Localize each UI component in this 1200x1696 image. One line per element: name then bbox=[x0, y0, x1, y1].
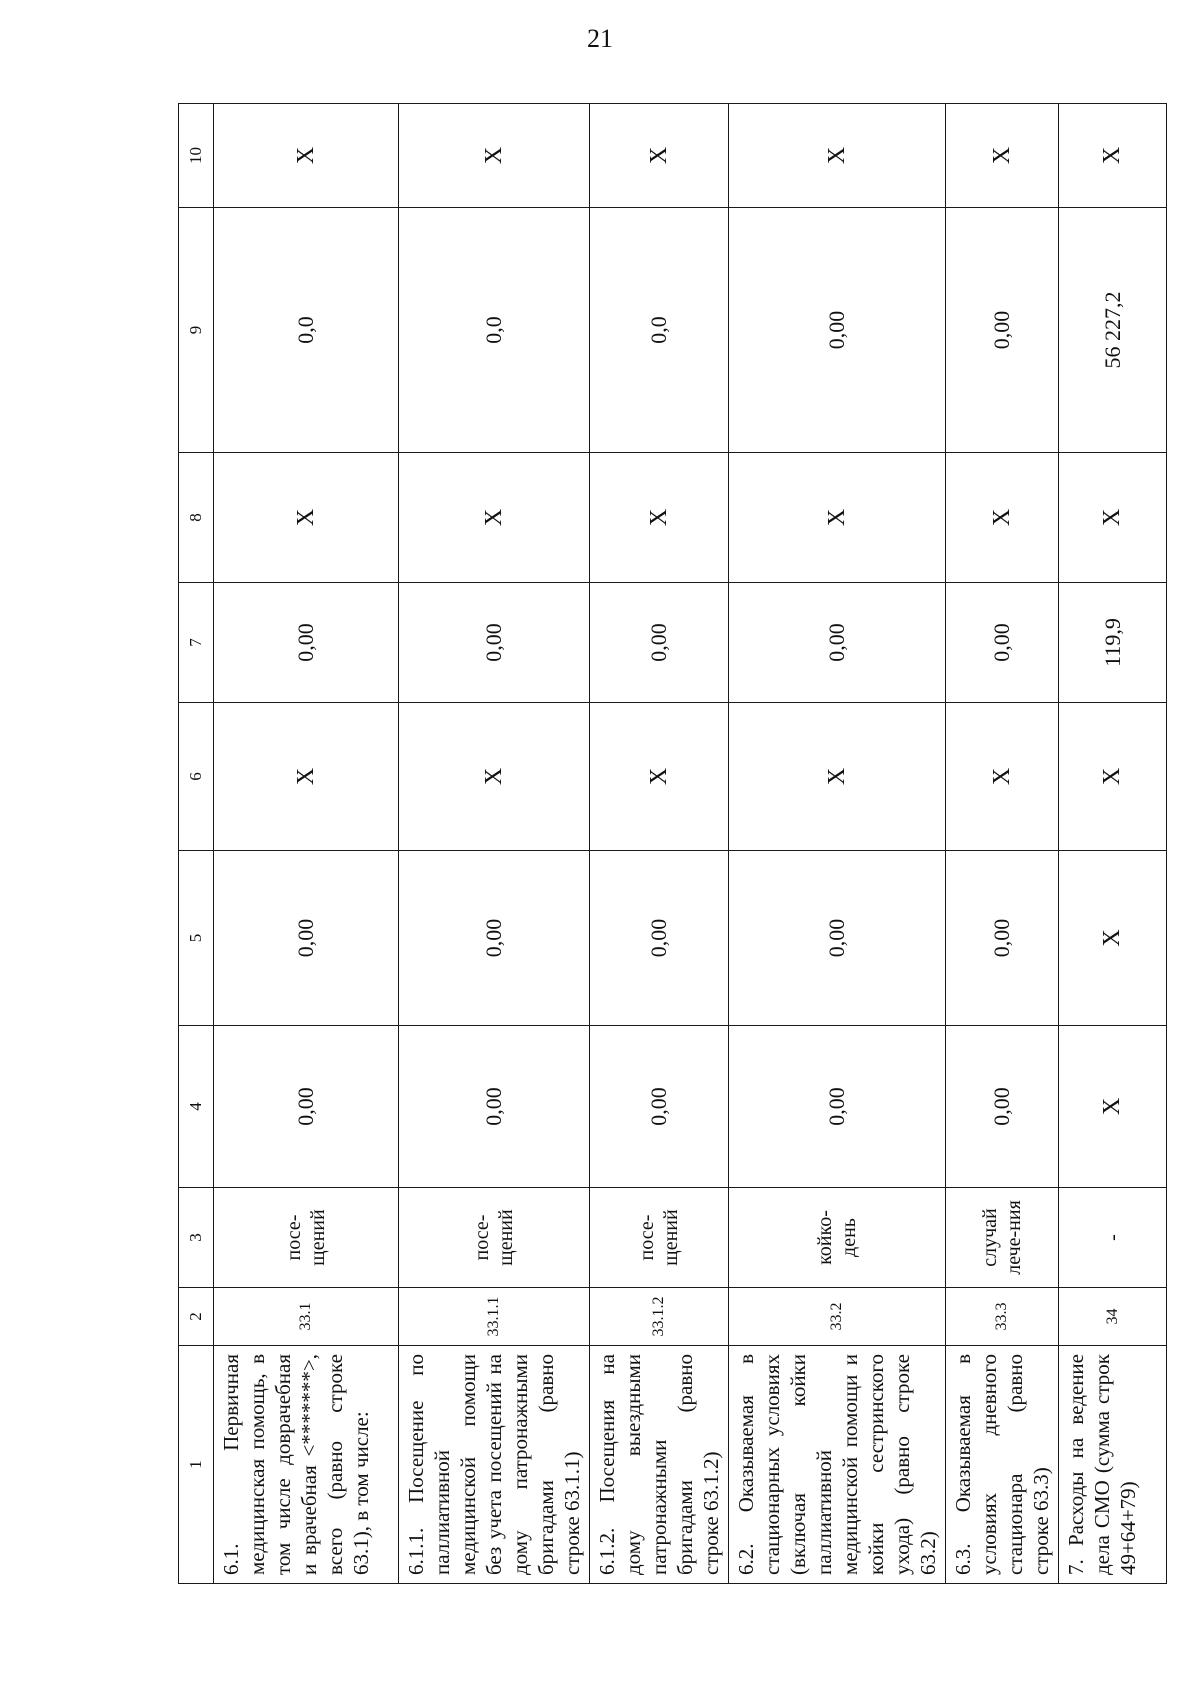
row-description: 6.3. Оказываемая в условиях дневного стационара (равно строке 63.3) bbox=[946, 1346, 1059, 1584]
cell-col-7: 0,00 bbox=[729, 583, 946, 703]
cell-col-6: Х bbox=[590, 703, 729, 851]
col-header-3: 3 bbox=[179, 1188, 214, 1288]
cell-col-5: 0,00 bbox=[946, 851, 1059, 1026]
cell-col-7: 0,00 bbox=[590, 583, 729, 703]
cell-col-5: 0,00 bbox=[399, 851, 590, 1026]
row-unit: посе-щений bbox=[214, 1188, 399, 1288]
cell-col-8: Х bbox=[946, 453, 1059, 583]
cell-col-8: Х bbox=[1059, 453, 1167, 583]
row-code: 33.1.1 bbox=[399, 1288, 590, 1346]
cell-col-4: 0,00 bbox=[946, 1026, 1059, 1188]
header-row bbox=[179, 104, 214, 1584]
cell-col-9: 0,00 bbox=[946, 208, 1059, 453]
cell-col-10: Х bbox=[399, 104, 590, 208]
cell-col-6: Х bbox=[729, 703, 946, 851]
cell-col-4: 0,00 bbox=[399, 1026, 590, 1188]
cell-col-4: 0,00 bbox=[214, 1026, 399, 1188]
col-header-1: 1 bbox=[179, 1346, 214, 1584]
table-row bbox=[590, 104, 729, 1584]
rotated-table-container bbox=[178, 104, 1140, 1584]
row-code: 33.1.2 bbox=[590, 1288, 729, 1346]
row-description: 6.1.2. Посещения на дому выездными патронажными бригадами (равно строке 63.1.2) bbox=[590, 1346, 729, 1584]
rotated-table-frame bbox=[178, 104, 1140, 1584]
cell-col-10: Х bbox=[946, 104, 1059, 208]
table-row bbox=[729, 104, 946, 1584]
row-description: 6.2. Оказываемая в стационарных условиях (включая койки паллиативной медицинской помощи и койки сестринского ухода) (равно строке 63.2) bbox=[729, 1346, 946, 1584]
cell-col-10: Х bbox=[590, 104, 729, 208]
cell-col-10: Х bbox=[214, 104, 399, 208]
cell-col-10: Х bbox=[729, 104, 946, 208]
row-unit: посе-щений bbox=[590, 1188, 729, 1288]
col-header-8: 8 bbox=[179, 453, 214, 583]
row-code: 33.2 bbox=[729, 1288, 946, 1346]
cell-col-7: 119,9 bbox=[1059, 583, 1167, 703]
col-header-7: 7 bbox=[179, 583, 214, 703]
row-description: 6.1.1. Посещение по паллиативной медицинской помощи без учета посещений на дому патронажными бригадами (равно строке 63.1.1) bbox=[399, 1346, 590, 1584]
cell-col-9: 0,0 bbox=[214, 208, 399, 453]
col-header-9: 9 bbox=[179, 208, 214, 453]
cell-col-5: 0,00 bbox=[590, 851, 729, 1026]
row-unit: - bbox=[1059, 1188, 1167, 1288]
cell-col-6: Х bbox=[214, 703, 399, 851]
row-unit: случай лече-ния bbox=[946, 1188, 1059, 1288]
cell-col-6: Х bbox=[399, 703, 590, 851]
row-unit: посе-щений bbox=[399, 1188, 590, 1288]
cell-col-6: Х bbox=[946, 703, 1059, 851]
cell-col-7: 0,00 bbox=[946, 583, 1059, 703]
cell-col-5: 0,00 bbox=[214, 851, 399, 1026]
cell-col-9: 0,0 bbox=[590, 208, 729, 453]
cell-col-8: Х bbox=[590, 453, 729, 583]
cell-col-5: 0,00 bbox=[729, 851, 946, 1026]
cell-col-9: 56 227,2 bbox=[1059, 208, 1167, 453]
row-description: 6.1. Первичная медицинская помощь, в том числе доврачебная и врачебная <*******>, всего (равно строке 63.1), в том числе: bbox=[214, 1346, 399, 1584]
table-row bbox=[1059, 104, 1167, 1584]
cell-col-4: 0,00 bbox=[590, 1026, 729, 1188]
row-code: 33.3 bbox=[946, 1288, 1059, 1346]
col-header-10: 10 bbox=[179, 104, 214, 208]
cell-col-4: 0,00 bbox=[729, 1026, 946, 1188]
row-code: 33.1 bbox=[214, 1288, 399, 1346]
cell-col-6: Х bbox=[1059, 703, 1167, 851]
page-number: 21 bbox=[587, 24, 613, 53]
col-header-6: 6 bbox=[179, 703, 214, 851]
table-row bbox=[946, 104, 1059, 1584]
col-header-4: 4 bbox=[179, 1026, 214, 1188]
row-code: 34 bbox=[1059, 1288, 1167, 1346]
col-header-5: 5 bbox=[179, 851, 214, 1026]
col-header-2: 2 bbox=[179, 1288, 214, 1346]
cell-col-8: Х bbox=[399, 453, 590, 583]
cell-col-8: Х bbox=[729, 453, 946, 583]
row-unit: койко-день bbox=[729, 1188, 946, 1288]
table-row bbox=[399, 104, 590, 1584]
data-table bbox=[178, 103, 1167, 1584]
cell-col-5: Х bbox=[1059, 851, 1167, 1026]
cell-col-7: 0,00 bbox=[399, 583, 590, 703]
row-description: 7. Расходы на ведение дела СМО (сумма строк 49+64+79) bbox=[1059, 1346, 1167, 1584]
table-row bbox=[214, 104, 399, 1584]
cell-col-7: 0,00 bbox=[214, 583, 399, 703]
cell-col-9: 0,00 bbox=[729, 208, 946, 453]
cell-col-4: Х bbox=[1059, 1026, 1167, 1188]
cell-col-9: 0,0 bbox=[399, 208, 590, 453]
cell-col-8: Х bbox=[214, 453, 399, 583]
cell-col-10: Х bbox=[1059, 104, 1167, 208]
